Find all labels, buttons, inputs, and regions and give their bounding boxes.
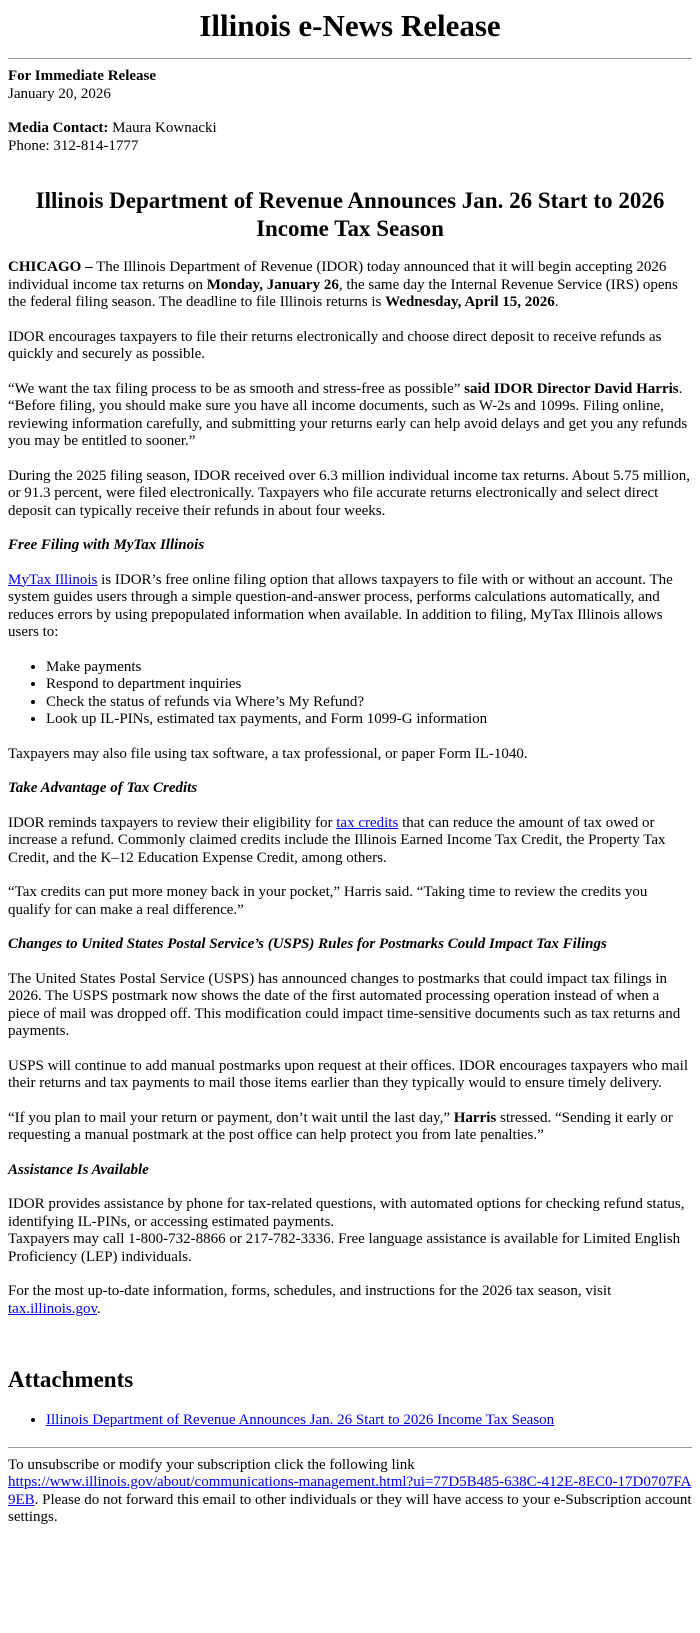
text: . “Before filing, you should make sure you have all income documents, such as W-2s and 1099s. Filing online, reviewing information carefully, and submitting your returns early can help avoid delays and get you any refunds you may be entitled to sooner.” (8, 380, 688, 449)
list-item: • Respond to department inquiries (46, 676, 692, 694)
section-heading-credits: Take Advantage of Tax Credits (8, 780, 198, 796)
feature-list (8, 659, 692, 729)
deadline-date: Wednesday, April 15, 2026 (385, 294, 555, 310)
paragraph (8, 1110, 692, 1145)
paragraph: The United States Postal Service (USPS) has announced changes to postmarks that could impact tax filings in 2026. The USPS postmark now shows the date of the first automated processing operation instead of when a piece of mail was dropped off. This modification could impact time-sensitive documents such as tax returns and payments. (8, 970, 681, 1039)
paragraph (8, 1283, 692, 1318)
article-title: Illinois Department of Revenue Announces Jan. 26 Start to 2026 Income Tax Season (35, 188, 665, 241)
list-item: • Make payments (46, 659, 692, 677)
section-heading-mytax: Free Filing with MyTax Illinois (8, 537, 205, 553)
attachment-item (46, 1412, 692, 1430)
unsubscribe-notice (8, 1457, 692, 1527)
list-item: • Check the status of refunds via Where’s My Refund? (46, 694, 692, 712)
text: , the same day the Internal Revenue Service (IRS) opens the federal filing season. The deadline to file Illinois returns is (8, 276, 678, 310)
text: Taxpayers may call 1-800-732-8866 or 217-782-3336. Free language assistance is available for Limited English Proficiency (LEP) individuals. (8, 1231, 681, 1265)
paragraph (8, 259, 692, 312)
tax-illinois-link[interactable]: tax.illinois.gov (8, 1300, 98, 1317)
paragraph: IDOR encourages taxpayers to file their returns electronically and choose direct deposit to receive refunds as quickly and securely as possible. (8, 328, 662, 362)
contact-phone: Phone: 312-814-1777 (8, 137, 139, 154)
paragraph (8, 381, 692, 451)
text: “If you plan to mail your return or payment, don’t wait until the last day,” (8, 1109, 454, 1126)
paragraph: Taxpayers may also file using tax software, a tax professional, or paper Form IL-1040. (8, 745, 528, 762)
text: For the most up-to-date information, forms, schedules, and instructions for the 2026 tax season, visit (8, 1283, 612, 1299)
dateline: CHICAGO – (8, 259, 93, 275)
text: . (554, 294, 559, 310)
text: is IDOR’s free online filing option that allows taxpayers to file with or without an account. The system guides users through a simple question-and-answer process, performs calculations automatically, and reduces errors by using prepopulated information when available. In addition to filing, MyTax Illinois allows users to: (8, 571, 673, 640)
start-date: Monday, January 26 (206, 276, 339, 293)
subscription-management-link[interactable]: https://www.illinois.gov/about/communications-management.html?ui=77D5B485-638C-412E-8EC0-17D0707FA9EB (8, 1474, 692, 1508)
release-info (8, 68, 692, 103)
divider (8, 1447, 692, 1448)
mytax-illinois-link[interactable]: MyTax Illinois (8, 571, 98, 588)
divider (8, 58, 692, 59)
paragraph (8, 815, 692, 868)
attachments-heading: Attachments (8, 1367, 134, 1392)
speaker: Harris (453, 1109, 497, 1126)
paragraph (8, 572, 692, 642)
text: stressed. “Sending it early or requesting a manual postmark at the post office can help protect you from late penalties.” (8, 1109, 673, 1143)
text: “We want the tax filing process to be as smooth and stress-free as possible” (8, 380, 465, 397)
tax-credits-link[interactable]: tax credits (336, 814, 399, 831)
contact-name: Maura Kownacki (108, 120, 217, 136)
text: . Please do not forward this email to other individuals or they will have access to your e-Subscription account settings. (8, 1491, 692, 1525)
attachment-link[interactable]: Illinois Department of Revenue Announces Jan. 26 Start to 2026 Income Tax Season (46, 1412, 555, 1428)
section-heading-assistance: Assistance Is Available (8, 1161, 149, 1178)
speaker: said IDOR Director David Harris (464, 380, 679, 397)
release-label: For Immediate Release (8, 68, 157, 84)
email-body (0, 8, 700, 1527)
text: that can reduce the amount of tax owed or increase a refund. Commonly claimed credits include the Illinois Earned Income Tax Credit, the Property Tax Credit, and the K–12 Education Expense Credit, among others. (8, 814, 666, 866)
paragraph: USPS will continue to add manual postmarks upon request at their offices. IDOR encourages taxpayers who mail their returns and tax payments to mail those items earlier than they typically would to ensure timely delivery. (8, 1057, 688, 1091)
list-item: • Look up IL-PINs, estimated tax payments, and Form 1099-G information (46, 711, 692, 729)
text: IDOR reminds taxpayers to review their eligibility for (8, 814, 337, 831)
page-title: Illinois e-News Release (199, 8, 501, 43)
paragraph: During the 2025 filing season, IDOR received over 6.3 million individual income tax returns. About 5.75 million, or 91.3 percent, were filed electronically. Taxpayers who file accurate returns electronically and select direct deposit can typically receive their refunds in about four weeks. (8, 467, 690, 519)
paragraph: “Tax credits can put more money back in your pocket,” Harris said. “Taking time to review the credits you qualify for can make a real difference.” (8, 884, 648, 918)
text: IDOR provides assistance by phone for tax-related questions, with automated options for checking refund status, identifying IL-PINs, or accessing estimated payments. (8, 1196, 685, 1230)
text: . (97, 1300, 101, 1317)
paragraph (8, 1196, 692, 1266)
attachments-list (8, 1412, 692, 1430)
text: The Illinois Department of Revenue (IDOR) today announced that it will begin accepting 2026 individual income tax returns on (8, 259, 667, 293)
contact-label: Media Contact: (8, 120, 109, 136)
release-date: January 20, 2026 (8, 85, 111, 102)
media-contact (8, 120, 692, 155)
text: To unsubscribe or modify your subscription click the following link (8, 1456, 415, 1473)
section-heading-usps: Changes to United States Postal Service’s (USPS) Rules for Postmarks Could Impact Tax Filings (8, 936, 607, 952)
